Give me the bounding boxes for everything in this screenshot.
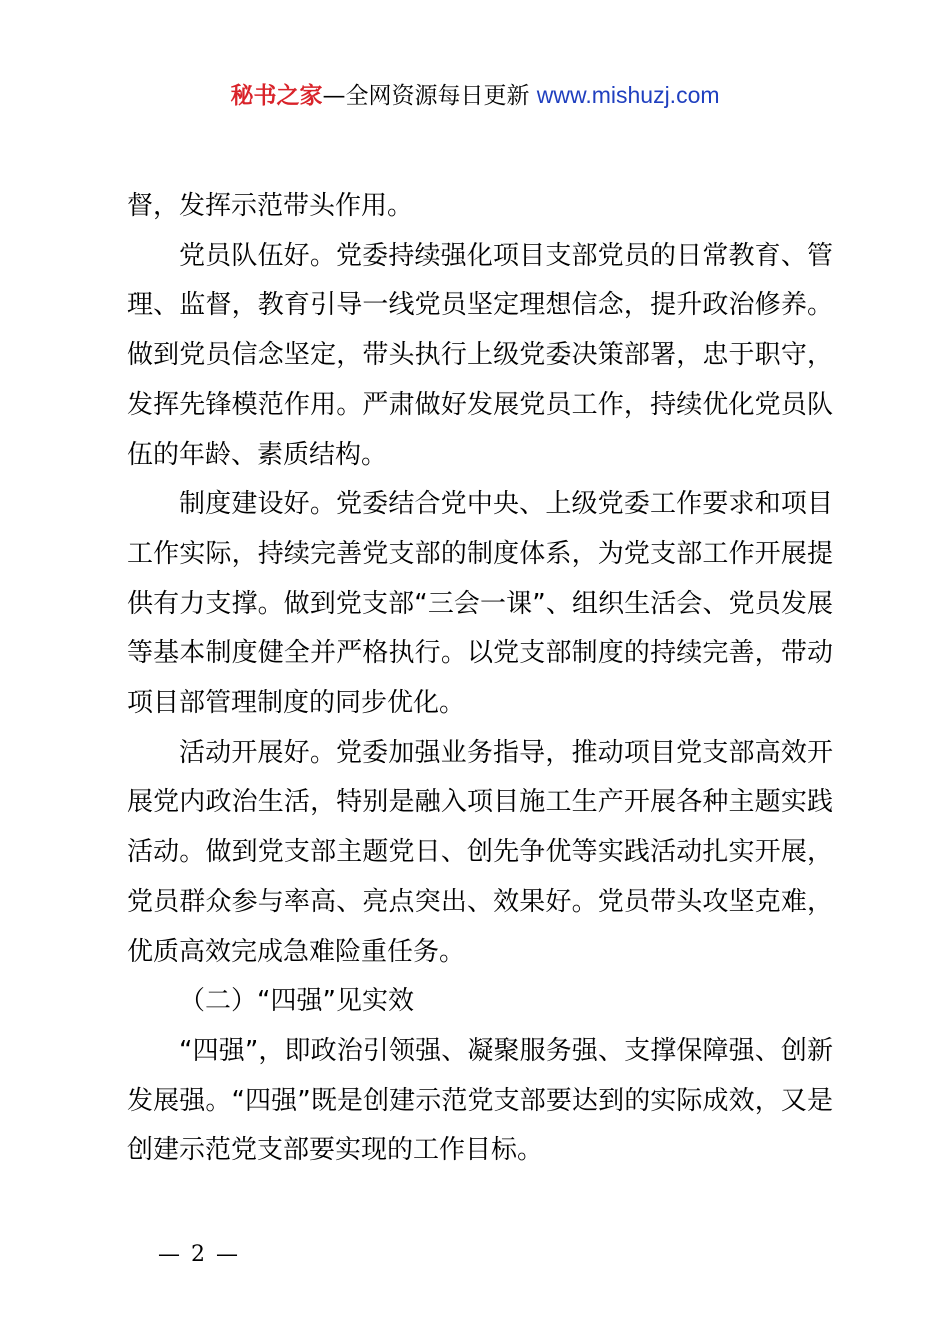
site-tagline: —全网资源每日更新 — [322, 83, 530, 109]
paragraph-continuation: 督，发挥示范带头作用。 — [127, 191, 414, 221]
site-url[interactable]: www.mishuzj.com — [536, 82, 720, 108]
paragraph-activities: 活动开展好。党委加强业务指导，推动项目党支部高效开展党内政治生活，特别是融入项目施工生产开展各种主题实践活动。做到党支部主题党日、创先争优等实践活动扎实开展，党员群众参与率高、亮点突出、效果好。党员带头攻坚克难，优质高效完成急难险重任务。 — [127, 737, 833, 967]
site-brand: 秘书之家 — [230, 83, 323, 109]
page-number: — 2 — — [158, 1242, 240, 1267]
paragraph-party-members: 党员队伍好。党委持续强化项目支部党员的日常教育、管理、监督，教育引导一线党员坚定理想信念，提升政治修养。做到党员信念坚定，带头执行上级党委决策部署，忠于职守，发挥先锋模范作用。严肃做好发展党员工作，持续优化党员队伍的年龄、素质结构。 — [127, 240, 833, 470]
site-header — [0, 78, 950, 113]
paragraph-system-building: 制度建设好。党委结合党中央、上级党委工作要求和项目工作实际，持续完善党支部的制度体系，为党支部工作开展提供有力支撑。做到党支部“三会一课”、组织生活会、党员发展等基本制度健全并严格执行。以党支部制度的持续完善，带动项目部管理制度的同步优化。 — [127, 489, 833, 719]
section-heading: （二）“四强”见实效 — [179, 986, 414, 1017]
document-body — [127, 182, 833, 1176]
paragraph-four-strengths: “四强”，即政治引领强、凝聚服务强、支撑保障强、创新发展强。“四强”既是创建示范党支部要达到的实际成效，又是创建示范党支部要实现的工作目标。 — [127, 1035, 833, 1166]
